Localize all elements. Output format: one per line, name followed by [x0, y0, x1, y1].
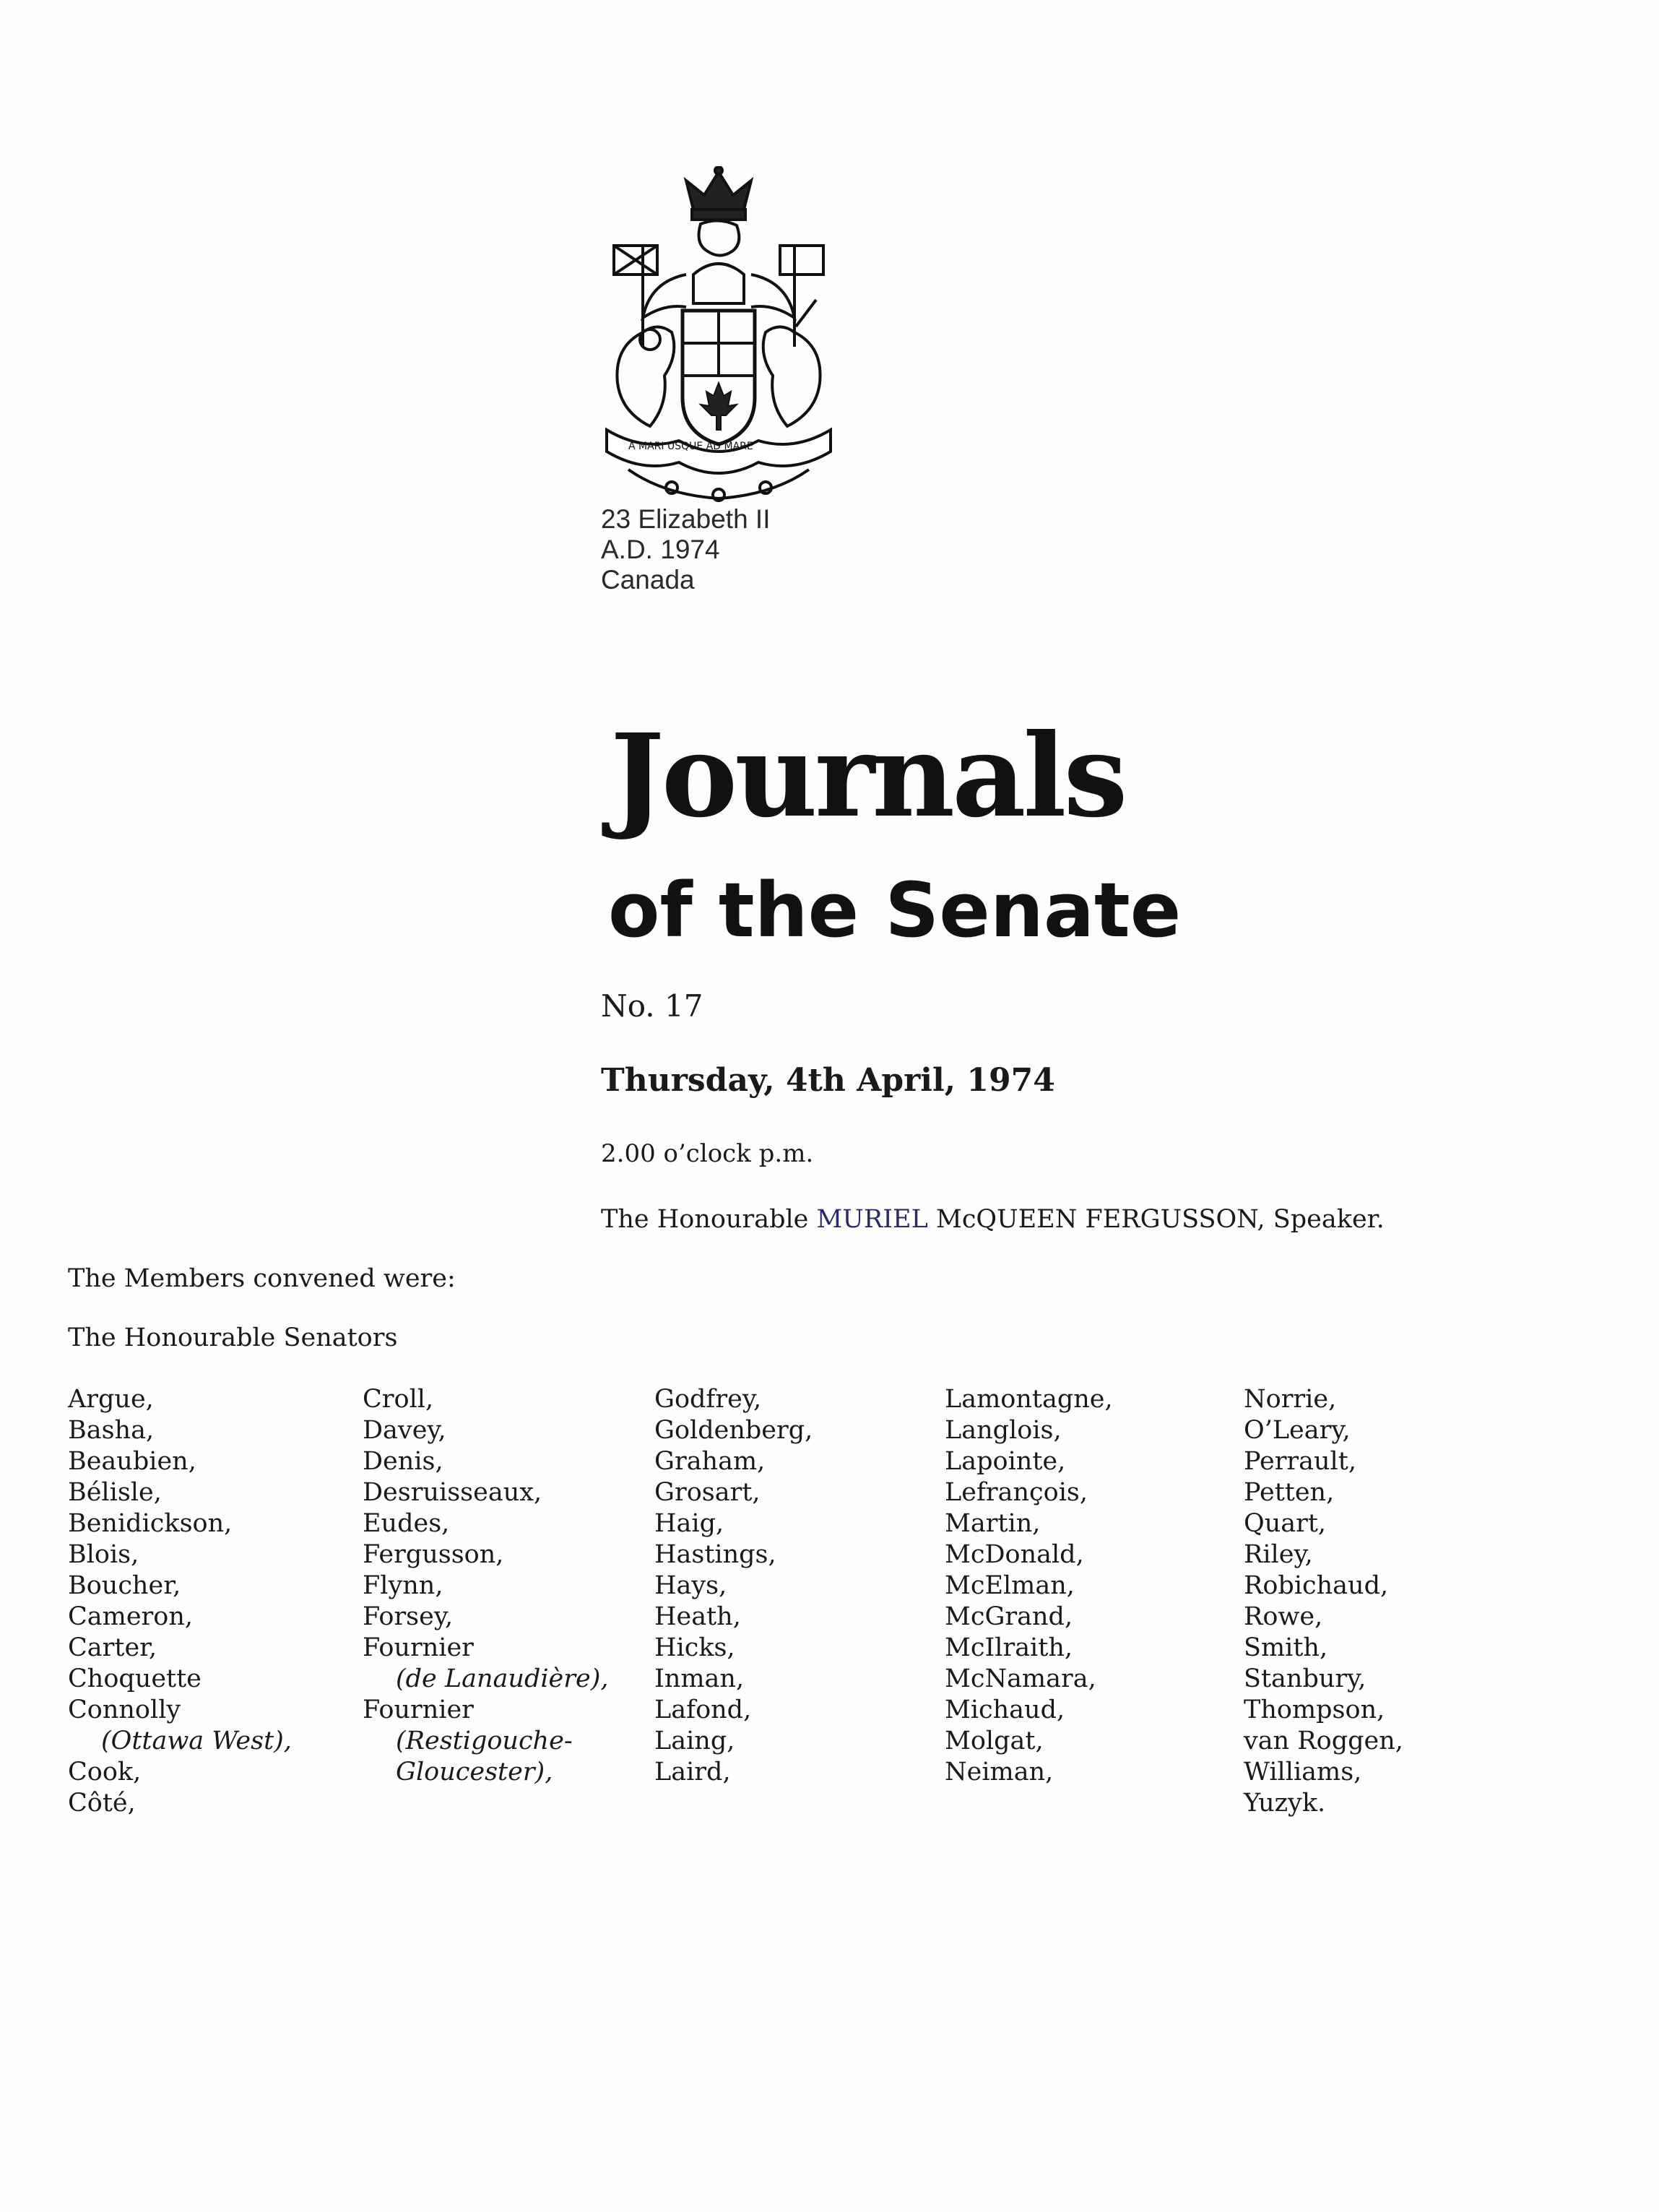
senator-name: Inman,: [654, 1664, 745, 1693]
senator-name: Beaubien,: [68, 1447, 196, 1476]
senator-name: Cameron,: [68, 1602, 194, 1631]
senator-name: Fournier: [363, 1633, 474, 1662]
speaker-surname: McQUEEN FERGUSSON,: [935, 1205, 1265, 1234]
senator-name: van Roggen,: [1244, 1727, 1403, 1755]
senator-name: Croll,: [363, 1385, 434, 1414]
senator-name: Stanbury,: [1244, 1664, 1366, 1693]
senator-name: Benidickson,: [68, 1509, 233, 1538]
senator-name: Smith,: [1244, 1633, 1328, 1662]
senator-name: Bélisle,: [68, 1478, 162, 1507]
senators-column-5: [1244, 1384, 1403, 1819]
senator-name: Côté,: [68, 1789, 136, 1818]
senator-division: (de Lanaudière),: [396, 1664, 609, 1693]
senator-name: Carter,: [68, 1633, 157, 1662]
sitting-date: Thursday, 4th April, 1974: [601, 1062, 1055, 1099]
senator-name: Haig,: [654, 1509, 724, 1538]
senator-name: Lefrançois,: [945, 1478, 1088, 1507]
senators-column-2: [363, 1384, 609, 1788]
senator-name: McIlraith,: [945, 1633, 1073, 1662]
coat-of-arms-icon: [599, 166, 838, 506]
senator-name: Riley,: [1244, 1540, 1313, 1569]
senator-name: Williams,: [1244, 1758, 1362, 1787]
speaker-first-name: MURIEL: [816, 1205, 928, 1234]
senator-name: Laird,: [654, 1758, 731, 1787]
senator-name: O’Leary,: [1244, 1416, 1351, 1445]
speaker-prefix: The Honourable: [601, 1205, 809, 1234]
senator-name: Robichaud,: [1244, 1571, 1389, 1600]
senator-name: Goldenberg,: [654, 1416, 813, 1445]
senator-name: Hays,: [654, 1571, 727, 1600]
senator-name: Graham,: [654, 1447, 766, 1476]
senator-name: Quart,: [1244, 1509, 1327, 1538]
senator-name: Yuzyk.: [1244, 1789, 1326, 1818]
senator-name: Lapointe,: [945, 1447, 1066, 1476]
regnal-block: [601, 504, 770, 595]
senator-name: Perrault,: [1244, 1447, 1356, 1476]
senators-label: The Honourable Senators: [68, 1323, 398, 1352]
senator-name: Langlois,: [945, 1416, 1062, 1445]
speaker-line: [601, 1204, 1385, 1235]
year-ad: A.D. 1974: [601, 535, 720, 564]
senator-name: Lafond,: [654, 1695, 752, 1724]
senators-column-3: [654, 1384, 813, 1788]
senator-division: (Restigouche-: [396, 1727, 573, 1755]
senator-name: Michaud,: [945, 1695, 1065, 1724]
senator-name: Connolly: [68, 1695, 181, 1724]
senator-name: Flynn,: [363, 1571, 443, 1600]
senator-name: Davey,: [363, 1416, 446, 1445]
senator-name: Martin,: [945, 1509, 1041, 1538]
senator-name: Rowe,: [1244, 1602, 1323, 1631]
senator-name: Laing,: [654, 1727, 735, 1755]
senator-name: Basha,: [68, 1416, 155, 1445]
journal-subtitle: of the Senate: [608, 866, 1182, 954]
regnal-year: 23 Elizabeth II: [601, 504, 771, 534]
senator-name: McDonald,: [945, 1540, 1084, 1569]
senator-name: Hastings,: [654, 1540, 776, 1569]
senator-division: (Ottawa West),: [101, 1727, 292, 1755]
senator-name: Hicks,: [654, 1633, 735, 1662]
senator-name: Grosart,: [654, 1478, 761, 1507]
senator-name: Molgat,: [945, 1727, 1044, 1755]
senator-name: McElman,: [945, 1571, 1075, 1600]
senator-name: Forsey,: [363, 1602, 454, 1631]
senator-name: McNamara,: [945, 1664, 1096, 1693]
senator-name: Norrie,: [1244, 1385, 1337, 1414]
senator-name: Petten,: [1244, 1478, 1335, 1507]
senator-name: Godfrey,: [654, 1385, 762, 1414]
senator-name: Argue,: [68, 1385, 154, 1414]
speaker-role: Speaker.: [1273, 1205, 1385, 1234]
senator-name: Choquette: [68, 1664, 202, 1693]
senator-name: Blois,: [68, 1540, 139, 1569]
senator-name: Fournier: [363, 1695, 474, 1724]
senator-name: Fergusson,: [363, 1540, 504, 1569]
senator-division: Gloucester),: [396, 1758, 553, 1787]
senators-column-4: [945, 1384, 1113, 1788]
crest-motto: A MARI USQUE AD MARE: [628, 441, 753, 452]
country: Canada: [601, 565, 695, 595]
senator-name: Cook,: [68, 1758, 142, 1787]
senator-name: Lamontagne,: [945, 1385, 1113, 1414]
senator-name: Heath,: [654, 1602, 741, 1631]
senator-name: Neiman,: [945, 1758, 1054, 1787]
journal-title: Journals: [610, 709, 1125, 843]
senator-name: McGrand,: [945, 1602, 1073, 1631]
convened-label: The Members convened were:: [68, 1264, 456, 1293]
issue-number: No. 17: [601, 988, 703, 1024]
senator-name: Desruisseaux,: [363, 1478, 542, 1507]
sitting-time: 2.00 o’clock p.m.: [601, 1139, 814, 1168]
senator-name: Eudes,: [363, 1509, 450, 1538]
senator-name: Boucher,: [68, 1571, 181, 1600]
senator-name: Denis,: [363, 1447, 443, 1476]
senator-name: Thompson,: [1244, 1695, 1385, 1724]
senators-column-1: [68, 1384, 292, 1819]
